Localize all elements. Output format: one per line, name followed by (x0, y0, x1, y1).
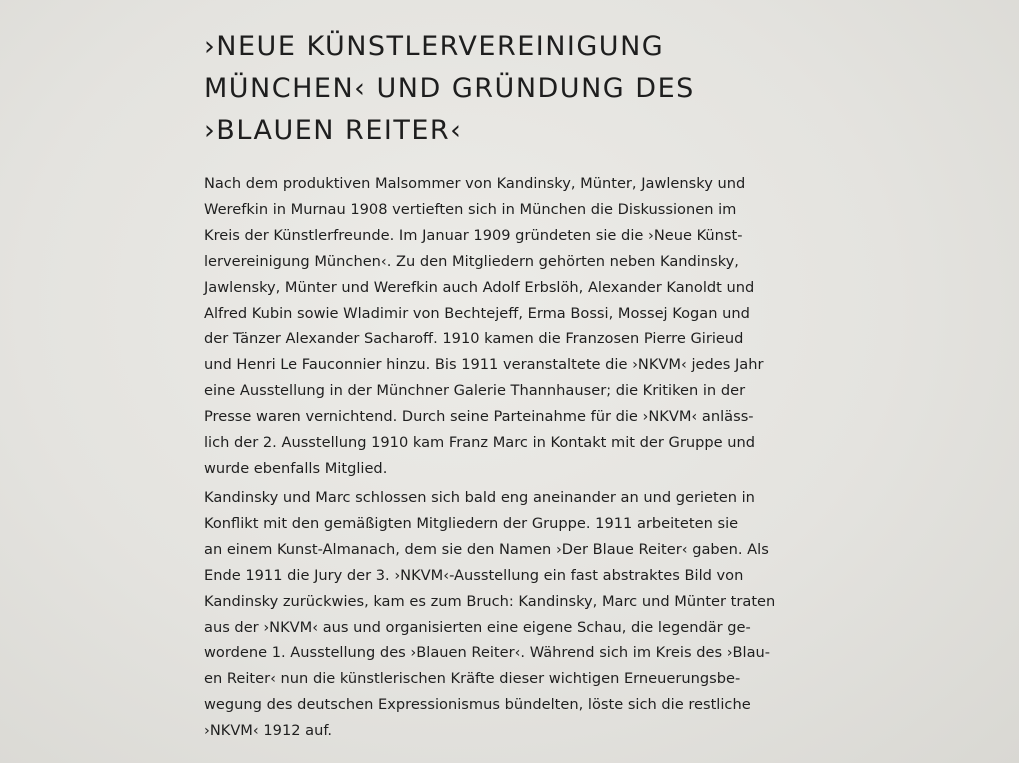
text-line: und Henri Le Fauconnier hinzu. Bis 1911 veranstaltete die ›NKVM‹ jedes Jahr (204, 356, 764, 374)
text-line: Kandinsky und Marc schlossen sich bald eng aneinander an und gerieten in (204, 489, 755, 506)
title-line: MÜNCHEN‹ UND GRÜNDUNG DES (204, 73, 695, 104)
panel-title (204, 26, 964, 152)
text-line: aus der ›NKVM‹ aus und organisierten eine eigene Schau, die legendär ge- (204, 618, 751, 636)
text-line: en Reiter‹ nun die künstlerischen Kräfte dieser wichtigen Erneuerungsbe- (204, 670, 741, 688)
text-line: Ende 1911 die Jury der 3. ›NKVM‹-Ausstellung ein fast abstraktes Bild von (204, 566, 744, 584)
body-paragraph-1 (204, 171, 984, 482)
text-line: Nach dem produktiven Malsommer von Kandinsky, Münter, Jawlensky und (204, 175, 746, 192)
text-line: lervereinigung München‹. Zu den Mitgliedern gehörten neben Kandinsky, (204, 252, 739, 270)
title-line: ›BLAUEN REITER‹ (204, 115, 463, 146)
text-line: Konflikt mit den gemäßigten Mitgliedern der Gruppe. 1911 arbeiteten sie (204, 514, 739, 532)
text-line: wegung des deutschen Expressionismus bündelten, löste sich die restliche (204, 696, 751, 714)
text-line: wurde ebenfalls Mitglied. (204, 459, 388, 477)
text-line: Jawlensky, Münter und Werefkin auch Adolf Erbslöh, Alexander Kanoldt und (204, 278, 755, 296)
text-line: Kandinsky zurückwies, kam es zum Bruch: Kandinsky, Marc und Münter traten (204, 592, 776, 610)
body-paragraph-2 (204, 485, 984, 744)
text-line: wordene 1. Ausstellung des ›Blauen Reiter‹. Während sich im Kreis des ›Blau- (204, 644, 771, 662)
text-line: an einem Kunst-Almanach, dem sie den Namen ›Der Blaue Reiter‹ gaben. Als (204, 540, 769, 558)
text-line: Kreis der Künstlerfreunde. Im Januar 1909 gründeten sie die ›Neue Künst- (204, 226, 743, 244)
text-line: lich der 2. Ausstellung 1910 kam Franz Marc in Kontakt mit der Gruppe und (204, 434, 756, 452)
text-line: Presse waren vernichtend. Durch seine Parteinahme für die ›NKVM‹ anläss- (204, 408, 754, 426)
text-line: ›NKVM‹ 1912 auf. (204, 722, 333, 740)
text-line: Alfred Kubin sowie Wladimir von Bechtejeff, Erma Bossi, Mossej Kogan und (204, 304, 750, 322)
text-line: eine Ausstellung in der Münchner Galerie Thannhauser; die Kritiken in der (204, 382, 746, 400)
title-line: ›NEUE KÜNSTLERVEREINIGUNG (204, 31, 665, 62)
text-line: der Tänzer Alexander Sacharoff. 1910 kamen die Franzosen Pierre Girieud (204, 330, 744, 348)
text-line: Werefkin in Murnau 1908 vertieften sich in München die Diskussionen im (204, 200, 737, 218)
